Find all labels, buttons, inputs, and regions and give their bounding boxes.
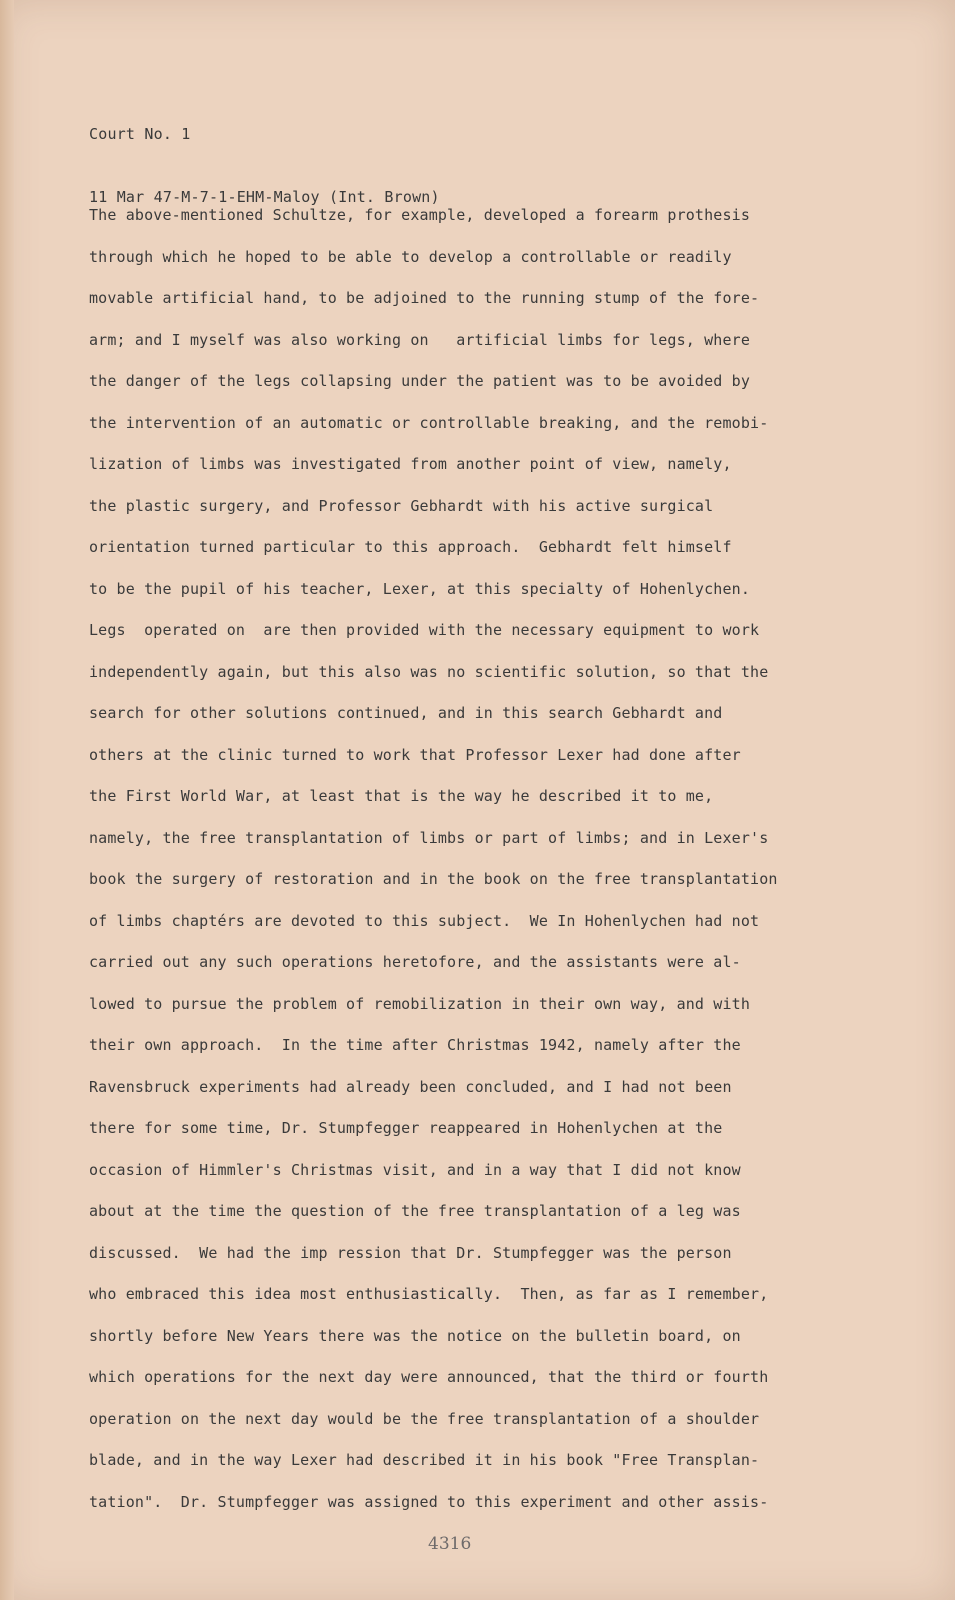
text-line: tation". Dr. Stumpfegger was assigned to this experiment and other assis- — [89, 1492, 769, 1511]
text-line: the danger of the legs collapsing under the patient was to be avoided by — [89, 372, 751, 390]
text-line: occasion of Himmler's Christmas visit, and in a way that I did not know — [89, 1160, 741, 1179]
text-line: others at the clinic turned to work that Professor Lexer had done after — [89, 745, 741, 764]
text-line: namely, the free transplantation of limbs or part of limbs; and in Lexer's — [89, 828, 769, 847]
text-line: book the surgery of restoration and in the book on the free transplantation — [89, 870, 778, 888]
text-line: which operations for the next day were announced, that the third or fourth — [89, 1368, 769, 1386]
text-line: there for some time, Dr. Stumpfegger reappeared in Hohenlychen at the — [89, 1119, 723, 1137]
text-line: Legs operated on are then provided with the necessary equipment to work — [89, 621, 760, 639]
text-line: about at the time the question of the free transplantation of a leg was — [89, 1202, 741, 1220]
text-line: orientation turned particular to this approach. Gebhardt felt himself — [89, 538, 732, 556]
text-line: of limbs chaptérs are devoted to this subject. We In Hohenlychen had not — [89, 911, 760, 930]
text-line: Ravensbruck experiments had already been concluded, and I had not been — [89, 1077, 732, 1096]
transcript-body — [89, 206, 929, 1534]
paper-left-edge — [0, 0, 14, 1600]
text-line: operation on the next day would be the free transplantation of a shoulder — [89, 1409, 760, 1428]
page-number: 4316 — [428, 1534, 472, 1554]
document-reference: 11 Mar 47-M-7-1-EHM-Maloy (Int. Brown) — [89, 188, 440, 206]
text-line: lowed to pursue the problem of remobilization in their own way, and with — [89, 994, 751, 1013]
text-line: movable artificial hand, to be adjoined to the running stump of the fore- — [89, 289, 760, 307]
text-line: discussed. We had the imp ression that Dr. Stumpfegger was the person — [89, 1243, 732, 1262]
text-line: independently again, but this also was no scientific solution, so that the — [89, 662, 769, 681]
court-number: Court No. 1 — [89, 125, 191, 143]
text-line: search for other solutions continued, and in this search Gebhardt and — [89, 704, 723, 722]
text-line: who embraced this idea most enthusiastically. Then, as far as I remember, — [89, 1285, 769, 1303]
text-line: to be the pupil of his teacher, Lexer, at this specialty of Hohenlychen. — [89, 579, 751, 598]
text-line: shortly before New Years there was the notice on the bulletin board, on — [89, 1326, 741, 1345]
text-line: The above-mentioned Schultze, for example, developed a forearm prothesis — [89, 206, 751, 224]
text-line: their own approach. In the time after Christmas 1942, namely after the — [89, 1036, 741, 1054]
text-line: the plastic surgery, and Professor Gebhardt with his active surgical — [89, 496, 714, 515]
text-line: carried out any such operations heretofore, and the assistants were al- — [89, 953, 741, 971]
text-line: blade, and in the way Lexer had described it in his book "Free Transplan- — [89, 1451, 760, 1469]
text-line: the First World War, at least that is the way he described it to me, — [89, 787, 714, 805]
text-line: arm; and I myself was also working on artificial limbs for legs, where — [89, 330, 751, 349]
text-line: lization of limbs was investigated from another point of view, namely, — [89, 455, 732, 473]
text-line: the intervention of an automatic or controllable breaking, and the remobi- — [89, 413, 769, 432]
text-line: through which he hoped to be able to develop a controllable or readily — [89, 247, 732, 266]
